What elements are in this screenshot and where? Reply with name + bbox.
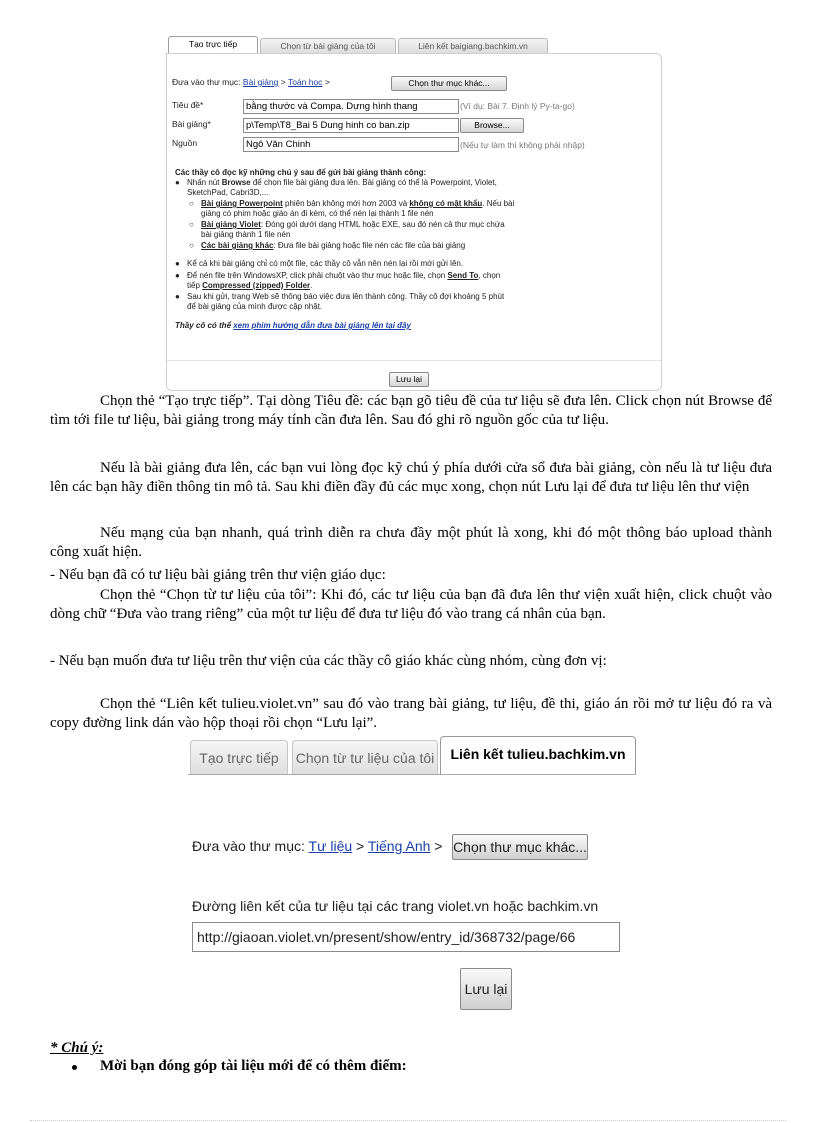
folder-row — [192, 838, 442, 854]
choose-folder-button[interactable]: Chọn thư mục khác... — [391, 76, 507, 91]
folder-link-toanhoc[interactable]: Toán học — [287, 77, 323, 87]
source-input[interactable]: Ngô Văn Chinh — [243, 137, 459, 152]
save-button[interactable]: Lưu lại — [460, 968, 512, 1010]
title-hint: (Ví dụ: Bài 7. Định lý Py-ta-go) — [460, 101, 575, 111]
folder-separator: > — [324, 77, 330, 87]
paragraph: - Nếu bạn muốn đưa tư liệu trên thư viện của các thầy cô giáo khác cùng nhóm, cùng đơn vị: — [50, 653, 607, 669]
bullet-icon: ● — [175, 292, 180, 301]
tab-create-direct[interactable]: Tạo trực tiếp — [168, 36, 258, 55]
folder-link-baigiang[interactable]: Bài giảng — [242, 77, 279, 87]
title-input[interactable]: bằng thước và Compa. Dựng hình thang — [243, 99, 459, 114]
note-title: * Chú ý: — [50, 1040, 104, 1056]
folder-separator: > — [434, 838, 443, 854]
circle-bullet-icon: ○ — [189, 199, 194, 208]
link-input[interactable]: http://giaoan.violet.vn/present/show/entry_id/368732/page/66 — [192, 922, 620, 952]
sub-note-item: ○ Bài giảng Violet: Đóng gói dưới dạng HTML hoặc EXE, sau đó nén cả thư mục chứa bài giảng thành 1 file nén — [189, 220, 505, 239]
title-label: Tiêu đề* — [172, 100, 204, 110]
paragraph: Chọn thẻ “Liên kết tulieu.violet.vn” sau đó vào trang bài giảng, tư liệu, đề thi, giáo án rồi mở tư liệu đó ra và copy đường link dán vào hộp thoại rồi chọn “Lưu lại”. — [50, 696, 772, 731]
folder-separator: > — [356, 838, 365, 854]
link-label: Đường liên kết của tư liệu tại các trang violet.vn hoặc bachkim.vn — [192, 898, 599, 914]
tab-link-baigiang[interactable]: Liên kết baigiang.bachkim.vn — [398, 38, 548, 54]
note-bullet-text: Mời bạn đóng góp tài liệu mới để có thêm điểm: — [100, 1058, 407, 1074]
browse-button[interactable]: Browse... — [460, 118, 524, 133]
tab-choose-my-lessons[interactable]: Chọn từ bài giảng của tôi — [260, 38, 396, 54]
form-panel — [166, 53, 662, 391]
guide-row: Thầy cô có thể xem phim hướng dẫn đưa bài giảng lên tại đây — [175, 321, 411, 330]
choose-folder-button[interactable]: Chọn thư mục khác... — [452, 834, 588, 860]
save-button[interactable]: Lưu lại — [389, 372, 429, 387]
tab-link-tulieu[interactable]: Liên kết tulieu.bachkim.vn — [440, 736, 636, 775]
note-item: ● Nhấn nút Browse để chọn file bài giảng đưa lên. Bài giảng có thể là Powerpoint, Violet, SketchPad, Cabri3D,... — [175, 178, 497, 197]
bullet-icon — [72, 1065, 77, 1070]
upload-form-screenshot — [166, 36, 662, 390]
bullet-icon: ● — [175, 178, 180, 187]
folder-link-tienganh[interactable]: Tiếng Anh — [367, 838, 431, 854]
paragraph: Chọn thẻ “Tạo trực tiếp”. Tại dòng Tiêu đề: các bạn gõ tiêu đề của tư liệu sẽ đưa lên. Click chọn nút Browse để tìm tới file tư liệu, bài giảng trong máy tính cần đưa lên. Sau đó ghi rõ nguồn gốc của tư liệu. — [50, 393, 772, 428]
folder-label: Đưa vào thư mục: — [192, 838, 305, 854]
folder-label: Đưa vào thư mục: — [172, 77, 241, 87]
folder-row — [172, 77, 330, 87]
file-label: Bài giảng* — [172, 119, 211, 129]
tab-bar — [166, 36, 662, 54]
source-label: Nguồn — [172, 138, 198, 148]
circle-bullet-icon: ○ — [189, 241, 194, 250]
paragraph: Nếu là bài giảng đưa lên, các bạn vui lòng đọc kỹ chú ý phía dưới cửa sổ đưa bài giảng, còn nếu là tư liệu đưa lên các bạn hãy điền thông tin mô tả. Sau khi điền đầy đủ các mục xong, chọn nút Lưu lại để đưa tư liệu lên thư viện — [50, 460, 772, 495]
paragraph: Nếu mạng của bạn nhanh, quá trình diễn ra chưa đầy một phút là xong, khi đó một thông báo upload thành công xuất hiện. — [50, 525, 772, 560]
folder-link-tulieu[interactable]: Tư liệu — [308, 838, 353, 854]
tab-choose-my-resources[interactable]: Chọn từ tư liệu của tôi — [292, 740, 438, 775]
source-hint: (Nếu tự làm thì không phải nhập) — [460, 140, 585, 150]
link-form-screenshot — [188, 736, 636, 1016]
guide-link[interactable]: xem phim hướng dẫn đưa bài giảng lên tại đây — [233, 321, 411, 330]
divider — [167, 360, 661, 361]
sub-note-item: ○ Các bài giảng khác: Đưa file bài giảng hoặc file nén các file của bài giảng — [189, 241, 466, 250]
circle-bullet-icon: ○ — [189, 220, 194, 229]
tab-create-direct[interactable]: Tạo trực tiếp — [190, 740, 288, 775]
sub-note-item: ○ Bài giảng Powerpoint phiên bản không mới hơn 2003 và không có mật khẩu. Nếu bài giảng có phim hoặc giáo án đi kèm, có thể nén lại thành 1 file nén — [189, 199, 515, 218]
note-item: ● Kể cả khi bài giảng chỉ có một file, các thầy cô vẫn nên nén lại rồi mới gửi lên. — [175, 259, 464, 268]
note-item: ● Để nén file trên WindowsXP, click phải chuột vào thư mục hoặc file, chọn Send To, chọn tiếp Compressed (zipped) Folder. — [175, 271, 501, 290]
bullet-icon: ● — [175, 259, 180, 268]
file-path-input[interactable]: p\Temp\T8_Bai 5 Dung hinh co ban.zip — [243, 118, 459, 133]
bullet-icon: ● — [175, 271, 180, 280]
notes-heading: Các thầy cô đọc kỹ những chú ý sau để gửi bài giảng thành công: — [175, 168, 427, 177]
note-item: ● Sau khi gửi, trang Web sẽ thông báo việc đưa lên thành công. Thầy cô đợi khoảng 5 phút để bài giảng của mình được cập nhật. — [175, 292, 505, 311]
paragraph: Chọn thẻ “Chọn từ tư liệu của tôi”: Khi đó, các tư liệu của bạn đã đưa lên thư viện xuất hiện, click chuột vào dòng chữ “Đưa vào trang riêng” của một tư liệu để đưa tư liệu đó vào trang cá nhân của bạn. — [50, 587, 772, 622]
folder-separator: > — [280, 77, 286, 87]
tab-underline — [188, 774, 636, 775]
paragraph: - Nếu bạn đã có tư liệu bài giảng trên thư viện giáo dục: — [50, 567, 386, 583]
footer-divider — [30, 1120, 786, 1121]
